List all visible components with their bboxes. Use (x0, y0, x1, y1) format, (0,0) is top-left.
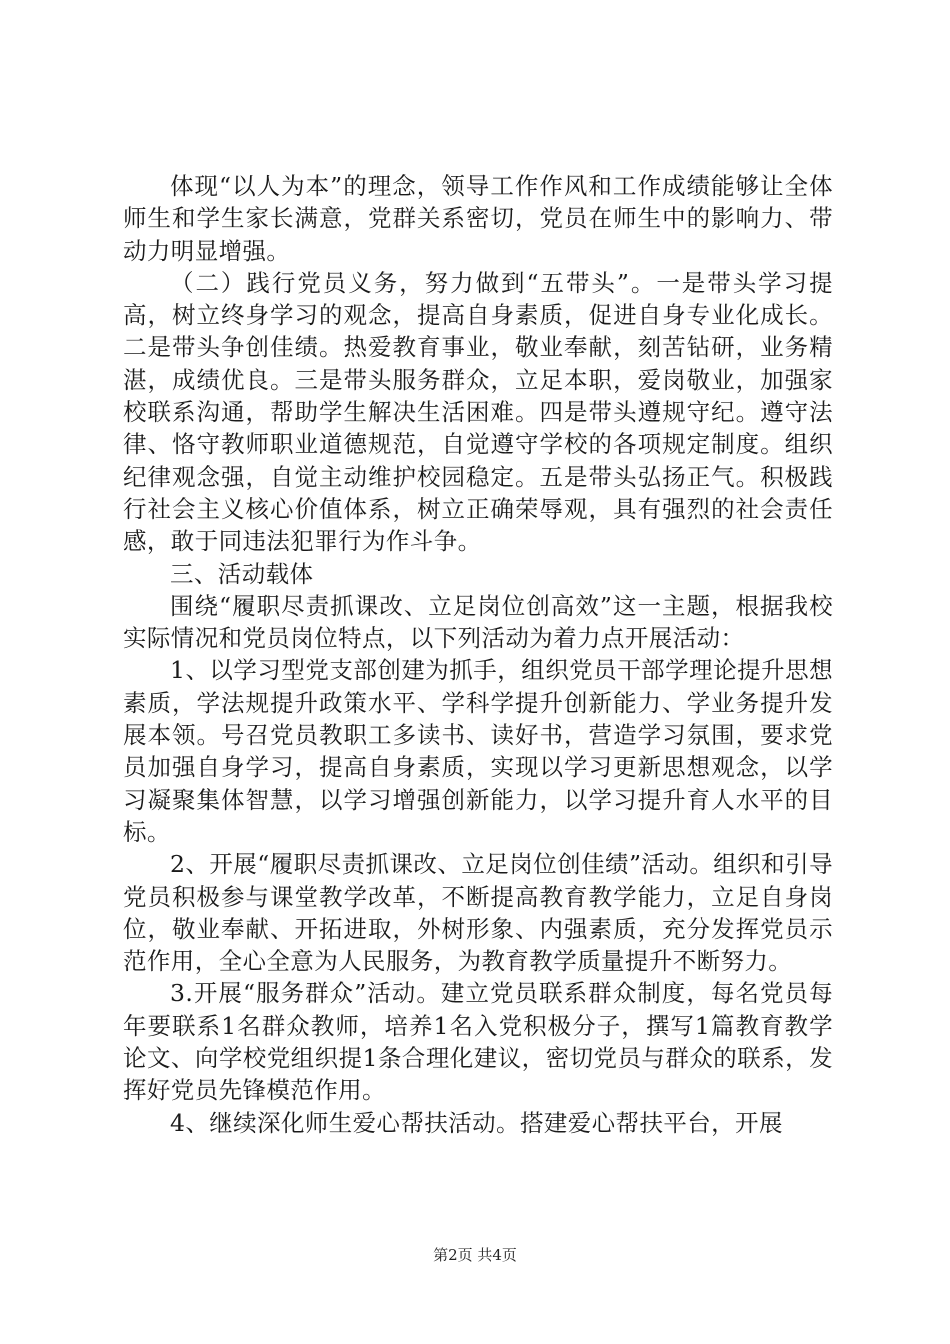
paragraph-item-2: 2、开展“履职尽责抓课改、立足岗位创佳绩”活动。组织和引导党员积极参与课堂教学改革，不断提高教育教学能力，立足自身岗位，敬业奉献、开拓进取，外树形象、内强素质，充分发挥党员示范作用，全心全意为人民服务，为教育教学质量提升不断努力。 (123, 850, 833, 976)
paragraph-item-4: 4、继续深化师生爱心帮扶活动。搭建爱心帮扶平台，开展 (170, 1108, 783, 1137)
paragraph-item-1: 1、以学习型党支部创建为抓手，组织党员干部学理论提升思想素质，学法规提升政策水平、学科学提升创新能力、学业务提升发展本领。号召党员教职工多读书、读好书，营造学习氛围，要求党员加强自身学习，提高自身素质，实现以学习更新思想观念，以学习凝聚集体智慧，以学习增强创新能力，以学习提升育人水平的目标。 (123, 656, 833, 846)
paragraph-theme-intro: 围绕“履职尽责抓课改、立足岗位创高效”这一主题，根据我校实际情况和党员岗位特点，以下列活动为着力点开展活动： (123, 591, 833, 653)
paragraph-five-leads: （二）践行党员义务，努力做到“五带头”。一是带头学习提高，树立终身学习的观念，提高自身素质，促进自身专业化成长。二是带头争创佳绩。热爱教育事业，敬业奉献，刻苦钻研，业务精湛，成绩优良。三是带头服务群众，立足本职，爱岗敬业，加强家校联系沟通，帮助学生解决生活困难。四是带头遵规守纪。遵守法律、恪守教师职业道德规范，自觉遵守学校的各项规定制度。组织纪律观念强，自觉主动维护校园稳定。五是带头弘扬正气。积极践行社会主义核心价值体系，树立正确荣辱观，具有强烈的社会责任感，敢于同违法犯罪行为作斗争。 (123, 268, 833, 556)
section-heading-activity-carrier: 三、活动载体 (170, 559, 314, 588)
page-footer: 第2页 共4页 (433, 1246, 517, 1264)
document-body (123, 170, 833, 1139)
paragraph-continuation: 体现“以人为本”的理念，领导工作作风和工作成绩能够让全体师生和学生家长满意，党群关系密切，党员在师生中的影响力、带动力明显增强。 (123, 172, 833, 265)
paragraph-item-3: 3.开展“服务群众”活动。建立党员联系群众制度，每名党员每年要联系1名群众教师，培养1名入党积极分子，撰写1篇教育教学论文、向学校党组织提1条合理化建议，密切党员与群众的联系，发挥好党员先锋模范作用。 (123, 979, 833, 1105)
